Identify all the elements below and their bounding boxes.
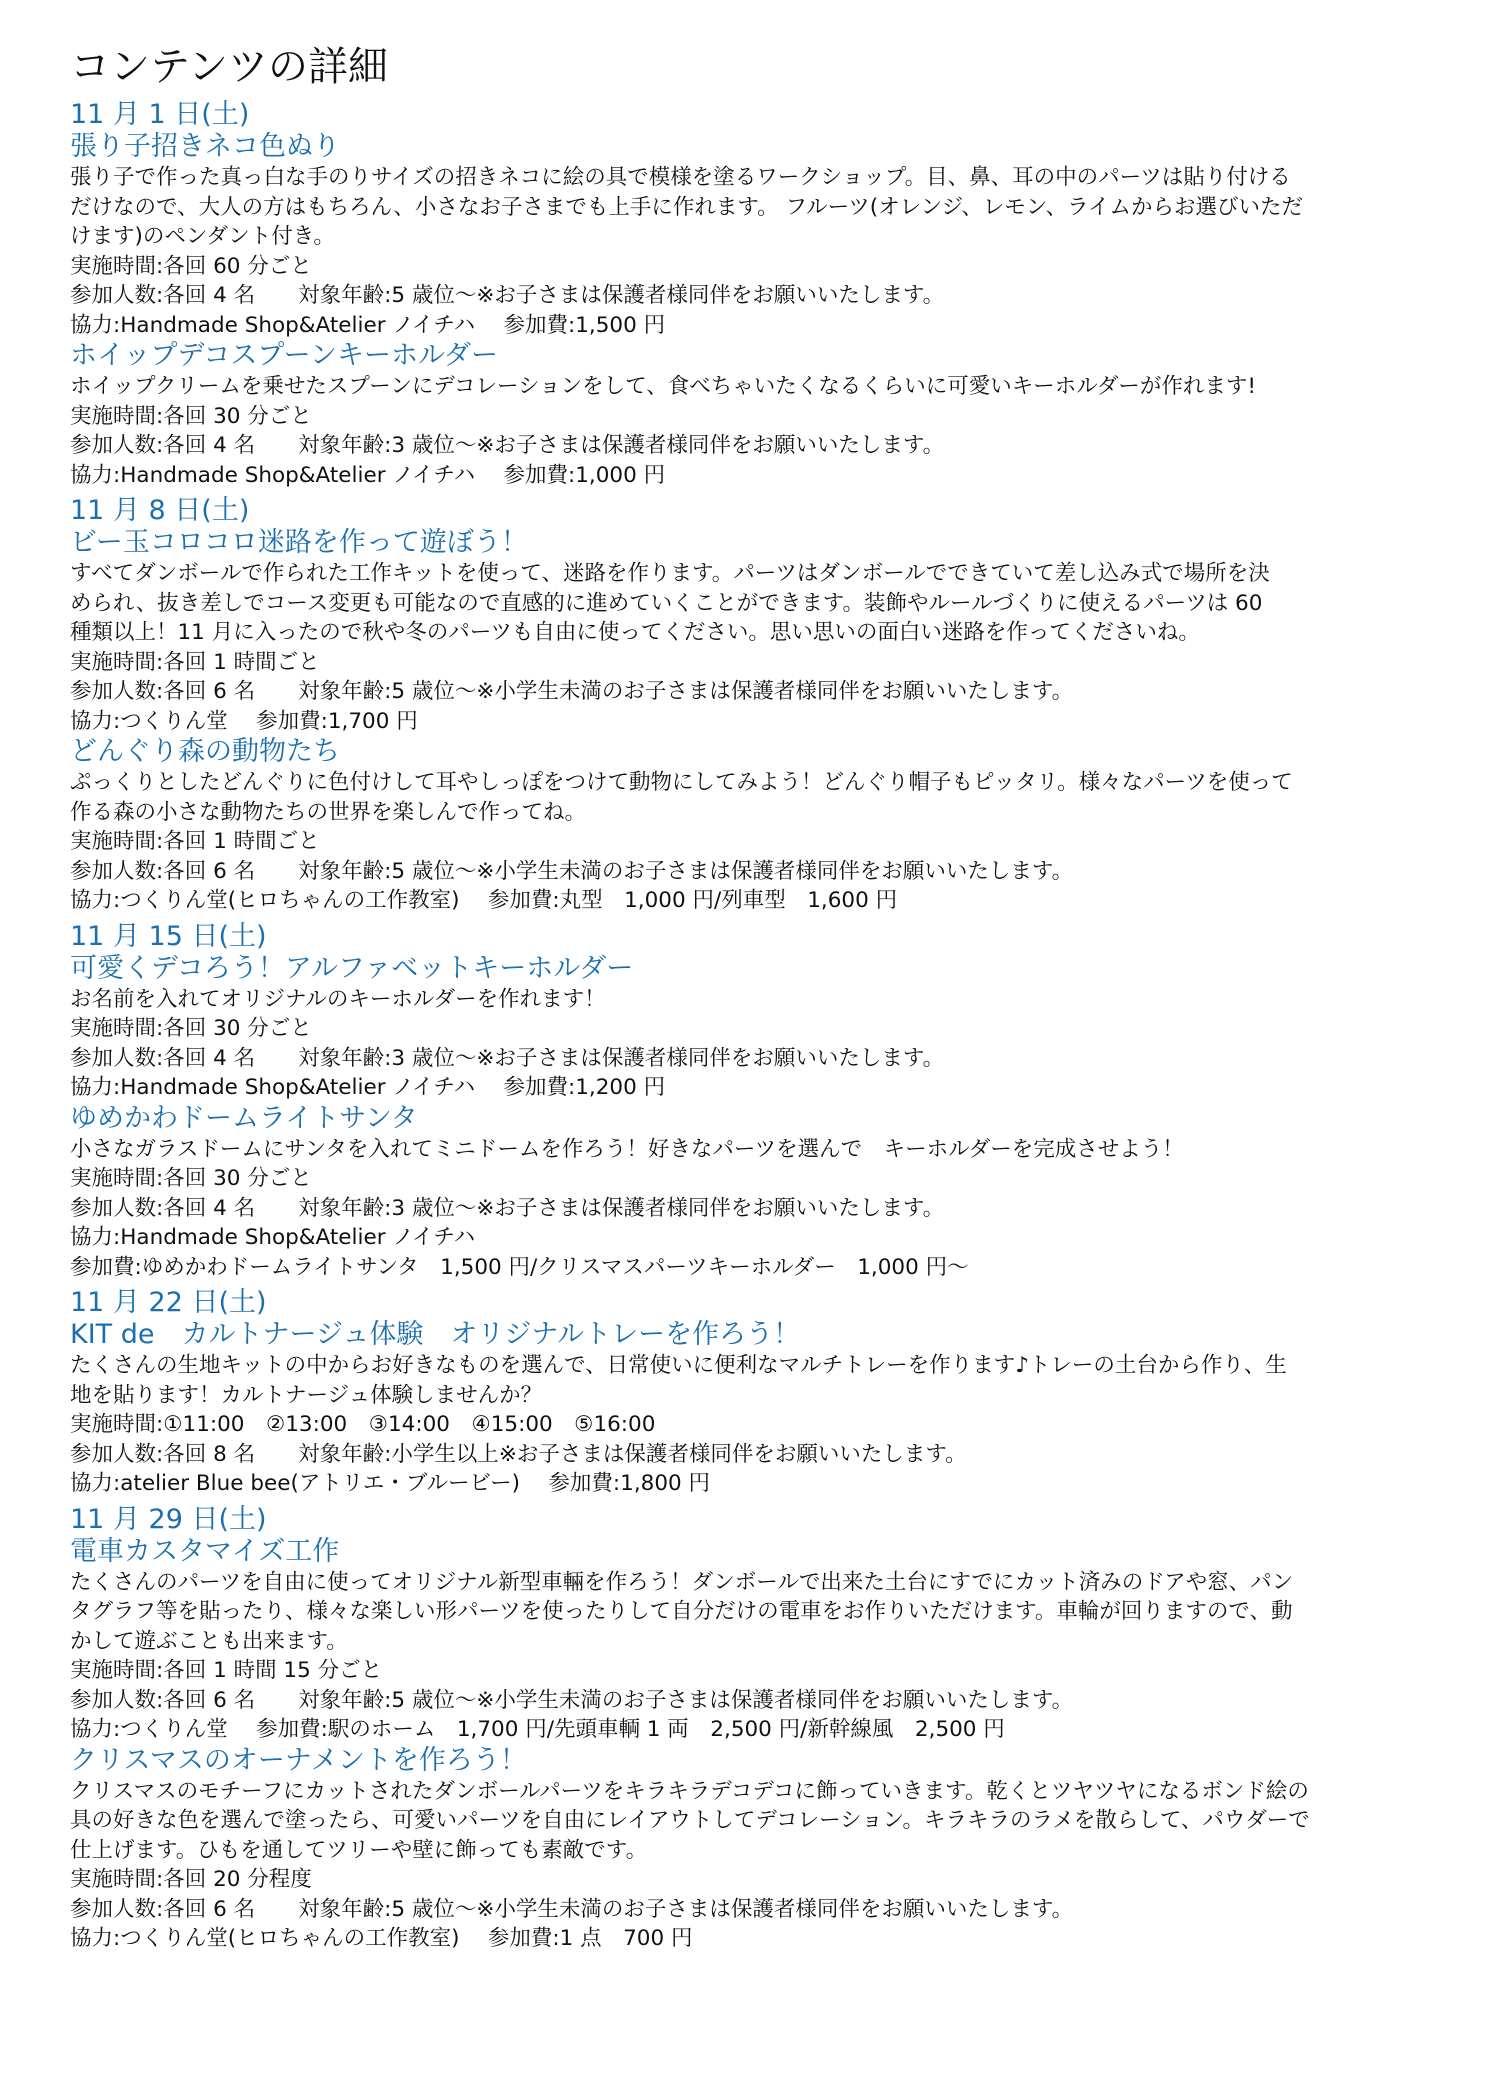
event-detail-line: 作る森の小さな動物たちの世界を楽しんで作ってね。	[70, 799, 587, 825]
event-detail-line: けます)のペンダント付き。	[70, 224, 335, 249]
event-detail-line: 参加人数:各回 8 名 対象年齢:小学生以上※お子さまは保護者様同伴をお願いいたします。	[70, 1441, 967, 1467]
event-detail-line: タグラフ等を貼ったり、様々な楽しい形パーツを使ったりして自分だけの電車をお作りいただけます。車輪が回りますので、動	[70, 1599, 1293, 1624]
event-detail-line: すべてダンボールで作られた工作キットを使って、迷路を作ります。パーツはダンボールでできていて差し込み式で場所を決	[70, 561, 1270, 586]
page-title: コンテンツの詳細	[70, 44, 388, 90]
event-block	[70, 527, 1430, 736]
event-title: ホイップデコスプーンキーホルダー	[70, 340, 498, 371]
event-detail-line: 協力:Handmade Shop&Atelier ノイチハ	[70, 1225, 476, 1250]
event-detail-line: 参加人数:各回 4 名 対象年齢:3 歳位～※お子さまは保護者様同伴をお願いいたします。	[70, 433, 945, 458]
event-title: ビー玉コロコロ迷路を作って遊ぼう！	[70, 527, 528, 558]
event-detail-line: 協力:Handmade Shop&Atelier ノイチハ 参加費:1,200 円	[70, 1075, 666, 1100]
event-block	[70, 340, 1430, 490]
event-detail-line: 実施時間:①11:00 ②13:00 ③14:00 ④15:00 ⑤16:00	[70, 1412, 656, 1437]
event-block	[70, 131, 1430, 340]
date-heading: 11 月 8 日(土)	[70, 495, 250, 526]
date-heading: 11 月 15 日(土)	[70, 920, 267, 952]
event-block	[70, 1103, 1430, 1283]
event-detail-line: められ、抜き差しでコース変更も可能なので直感的に進めていくことができます。装飾やルールづくりに使えるパーツは 60	[70, 590, 1263, 616]
event-title: KIT de カルトナージュ体験 オリジナルトレーを作ろう！	[70, 1319, 801, 1350]
date-heading: 11 月 29 日(土)	[70, 1503, 267, 1535]
event-detail-line: 実施時間:各回 60 分ごと	[70, 253, 312, 279]
event-title: 張り子招きネコ色ぬり	[70, 131, 340, 162]
event-block	[70, 1745, 1430, 1954]
event-detail-line: かして遊ぶことも出来ます。	[70, 1628, 348, 1654]
event-detail-line: 実施時間:各回 1 時間 15 分ごと	[70, 1658, 383, 1683]
event-title: 電車カスタマイズ工作	[70, 1535, 340, 1567]
event-block	[70, 953, 1430, 1103]
event-detail-line: 協力:つくりん堂(ヒロちゃんの工作教室) 参加費:1 点 700 円	[70, 1926, 693, 1951]
event-detail-line: 張り子で作った真っ白な手のりサイズの招きネコに絵の具で模様を塗るワークショップ。目、鼻、耳の中のパーツは貼り付ける	[70, 165, 1291, 190]
event-detail-line: 協力:つくりん堂 参加費:1,700 円	[70, 708, 418, 734]
event-detail-line: 参加人数:各回 6 名 対象年齢:5 歳位～※小学生未満のお子さまは保護者様同伴をお願いいたします。	[70, 679, 1074, 704]
event-detail-line: 協力:atelier Blue bee(アトリエ・ブルービー) 参加費:1,800 円	[70, 1471, 711, 1496]
event-detail-line: 仕上げます。ひもを通してツリーや壁に飾っても素敵です。	[70, 1837, 648, 1863]
event-detail-line: 小さなガラスドームにサンタを入れてミニドームを作ろう！好きなパーツを選んで キーホルダーを完成させよう！	[70, 1136, 1184, 1162]
event-title: クリスマスのオーナメントを作ろう！	[70, 1744, 527, 1776]
event-detail-line: 地を貼ります！カルトナージュ体験しませんか？	[70, 1382, 543, 1408]
event-detail-line: 実施時間:各回 20 分程度	[70, 1867, 312, 1892]
event-detail-line: 協力:Handmade Shop&Atelier ノイチハ 参加費:1,000 円	[70, 462, 666, 488]
event-detail-line: だけなので、大人の方はもちろん、小さなお子さまでも上手に作れます。 フルーツ(オレンジ、レモン、ライムからお選びいただ	[70, 194, 1303, 220]
event-detail-line: ぷっくりとしたどんぐりに色付けして耳やしっぽをつけて動物にしてみよう！どんぐり帽子もピッタリ。様々なパーツを使って	[70, 770, 1293, 795]
event-detail-line: 実施時間:各回 30 分ごと	[70, 1166, 312, 1191]
event-title: ゆめかわドームライトサンタ	[70, 1102, 418, 1134]
event-detail-line: 実施時間:各回 30 分ごと	[70, 1016, 312, 1041]
date-section	[70, 494, 1430, 916]
document-page	[70, 40, 1430, 1954]
event-detail-line: 参加人数:各回 4 名 対象年齢:5 歳位～※お子さまは保護者様同伴をお願いいたします。	[70, 283, 945, 308]
event-title: どんぐり森の動物たち	[70, 736, 340, 767]
date-heading: 11 月 1 日(土)	[70, 99, 250, 130]
date-section	[70, 98, 1430, 490]
sections-container	[70, 98, 1430, 1954]
event-detail-line: 協力:つくりん堂(ヒロちゃんの工作教室) 参加費:丸型 1,000 円/列車型 1,600 円	[70, 888, 898, 913]
event-detail-line: 参加人数:各回 6 名 対象年齢:5 歳位～※小学生未満のお子さまは保護者様同伴をお願いいたします。	[70, 858, 1074, 884]
event-detail-line: 具の好きな色を選んで塗ったら、可愛いパーツを自由にレイアウトしてデコレーション。キラキラのラメを散らして、パウダーで	[70, 1808, 1310, 1833]
event-title: 可愛くデコろう！アルファベットキーホルダー	[70, 952, 634, 984]
event-detail-line: 実施時間:各回 1 時間ごと	[70, 649, 320, 675]
event-detail-line: たくさんのパーツを自由に使ってオリジナル新型車輛を作ろう！ダンボールで出来た土台にすでにカット済みのドアや窓、パン	[70, 1569, 1294, 1595]
event-detail-line: たくさんの生地キットの中からお好きなものを選んで、日常使いに便利なマルチトレーを作ります♪トレーの土台から作り、生	[70, 1353, 1287, 1378]
date-section	[70, 1286, 1430, 1499]
event-detail-line: 協力:つくりん堂 参加費:駅のホーム 1,700 円/先頭車輌 1 両 2,500 円/新幹線風 2,500 円	[70, 1717, 1005, 1742]
event-detail-line: お名前を入れてオリジナルのキーホルダーを作れます！	[70, 986, 606, 1012]
event-detail-line: 参加人数:各回 6 名 対象年齢:5 歳位～※小学生未満のお子さまは保護者様同伴をお願いいたします。	[70, 1687, 1074, 1713]
event-detail-line: 参加人数:各回 6 名 対象年齢:5 歳位～※小学生未満のお子さまは保護者様同伴をお願いいたします。	[70, 1896, 1074, 1922]
event-block	[70, 736, 1430, 916]
event-detail-line: クリスマスのモチーフにカットされたダンボールパーツをキラキラデコデコに飾っていきます。乾くとツヤツヤになるボンド絵の	[70, 1778, 1309, 1804]
event-block	[70, 1319, 1430, 1499]
event-detail-line: 参加人数:各回 4 名 対象年齢:3 歳位～※お子さまは保護者様同伴をお願いいたします。	[70, 1045, 945, 1071]
event-detail-line: 協力:Handmade Shop&Atelier ノイチハ 参加費:1,500 円	[70, 312, 666, 338]
event-detail-line: 種類以上！11 月に入ったので秋や冬のパーツも自由に使ってください。思い思いの面白い迷路を作ってくださいね。	[70, 620, 1200, 645]
date-heading: 11 月 22 日(土)	[70, 1287, 267, 1318]
date-section	[70, 920, 1430, 1283]
event-detail-line: 実施時間:各回 30 分ごと	[70, 403, 312, 429]
event-detail-line: 実施時間:各回 1 時間ごと	[70, 829, 320, 854]
event-block	[70, 1536, 1430, 1745]
event-detail-line: 参加費:ゆめかわドームライトサンタ 1,500 円/クリスマスパーツキーホルダー 1,000 円～	[70, 1254, 969, 1280]
event-detail-line: 参加人数:各回 4 名 対象年齢:3 歳位～※お子さまは保護者様同伴をお願いいたします。	[70, 1195, 945, 1221]
event-detail-line: ホイップクリームを乗せたスプーンにデコレーションをして、食べちゃいたくなるくらいに可愛いキーホルダーが作れます!	[70, 374, 1256, 399]
date-section	[70, 1503, 1430, 1954]
